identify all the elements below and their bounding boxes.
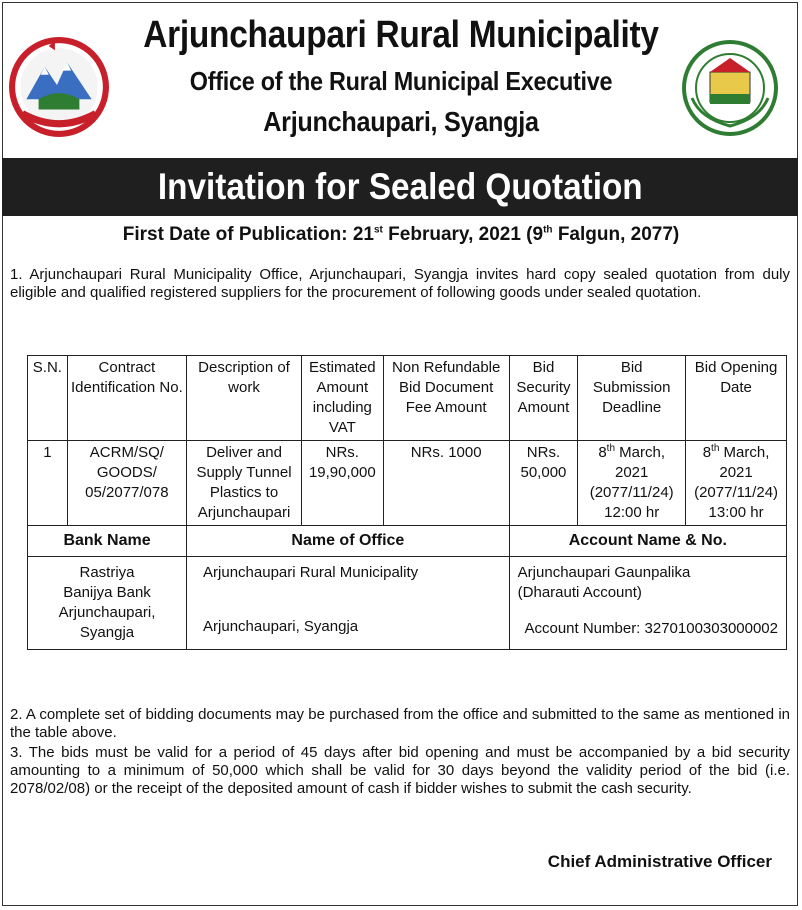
publication-date [0, 224, 802, 246]
cell-description: Deliver and Supply Tunnel Plastics to Arjunchaupari [187, 441, 302, 526]
pub-end: Falgun, 2077) [552, 224, 680, 245]
signer-title: Chief Administrative Officer [547, 852, 772, 871]
header-contract-id: Contract Identification No. [67, 356, 186, 441]
cell-fee: NRs. 1000 [383, 441, 509, 526]
paragraph-3: 3. The bids must be valid for a period of 45 days after bid opening and must be accompanied by a bid security amounting to a minimum of 50,000 which shall be valid for 30 days beyond the validity period of the bid (i.e. 2078/02/08) or the receipt of the deposited amount of cash if bidder wishes to submit the cash security. [10, 744, 790, 797]
pub-label: First Date of Publication: 21 [122, 224, 374, 245]
opening-day: 8 [702, 444, 712, 461]
submission-np: (2077/11/24) [589, 484, 674, 501]
opening-np: (2077/11/24) [694, 484, 779, 501]
header-account: Account Name & No. [509, 526, 786, 557]
bid-table [27, 355, 787, 650]
pub-middle: February, 2021 (9 [382, 224, 544, 245]
header-opening: Bid Opening Date [686, 356, 787, 441]
header-fee: Non Refundable Bid Document Fee Amount [383, 356, 509, 441]
account-number: Account Number: 3270100303000002 [524, 620, 778, 637]
bank-header-row [28, 526, 787, 557]
pub-sup-1: st [374, 224, 383, 236]
cell-contract-id: ACRM/SQ/ GOODS/ 05/2077/078 [67, 441, 186, 526]
account-name: Arjunchaupari Gaunpalika (Dharauti Account) [517, 564, 691, 601]
header-bank-name: Bank Name [28, 526, 187, 557]
table-row [28, 441, 787, 526]
opening-sup: th [711, 443, 720, 454]
municipality-name: Arjunchaupari Rural Municipality [143, 14, 659, 56]
opening-time: 13:00 hr [708, 504, 764, 521]
location-name: Arjunchaupari, Syangja [263, 106, 539, 137]
header-sn: S.N. [28, 356, 68, 441]
cell-estimated: NRs. 19,90,000 [301, 441, 383, 526]
cell-office-name [187, 557, 510, 650]
banner-title: Invitation for Sealed Quotation [157, 166, 643, 207]
office-line-1: Arjunchaupari Rural Municipality [203, 564, 419, 581]
header-description: Description of work [187, 356, 302, 441]
cell-security: NRs. 50,000 [509, 441, 578, 526]
bank-row [28, 557, 787, 650]
opening-rest: March, 2021 [719, 444, 770, 481]
header-estimated: Estimated Amount including VAT [301, 356, 383, 441]
cell-account [509, 557, 786, 650]
header-submission: Bid Submission Deadline [578, 356, 686, 441]
submission-day: 8 [598, 444, 607, 461]
cell-submission [578, 441, 686, 526]
header-office-name: Name of Office [187, 526, 510, 557]
cell-bank-name: Rastriya Banijya Bank Arjunchaupari, Syangja [28, 557, 187, 650]
office-line-2: Arjunchaupari, Syangja [203, 618, 359, 635]
submission-time: 12:00 hr [604, 504, 660, 521]
submission-rest: March, 2021 [614, 444, 666, 481]
paragraph-1: 1. Arjunchaupari Rural Municipality Office, Arjunchaupari, Syangja invites hard copy sealed quotation from duly eligible and qualified registered suppliers for the procurement of following goods under sealed quotation. [10, 266, 790, 301]
office-name: Office of the Rural Municipal Executive [189, 66, 613, 96]
cell-sn: 1 [28, 441, 68, 526]
pub-sup-2: th [543, 224, 553, 236]
table-header-row [28, 356, 787, 441]
header-security: Bid Security Amount [509, 356, 578, 441]
cell-opening [686, 441, 787, 526]
submission-sup: th [606, 443, 616, 454]
title-banner [2, 158, 798, 216]
paragraph-2: 2. A complete set of bidding documents may be purchased from the office and submitted to the same as mentioned in the table above. [10, 706, 790, 741]
header [0, 0, 802, 158]
